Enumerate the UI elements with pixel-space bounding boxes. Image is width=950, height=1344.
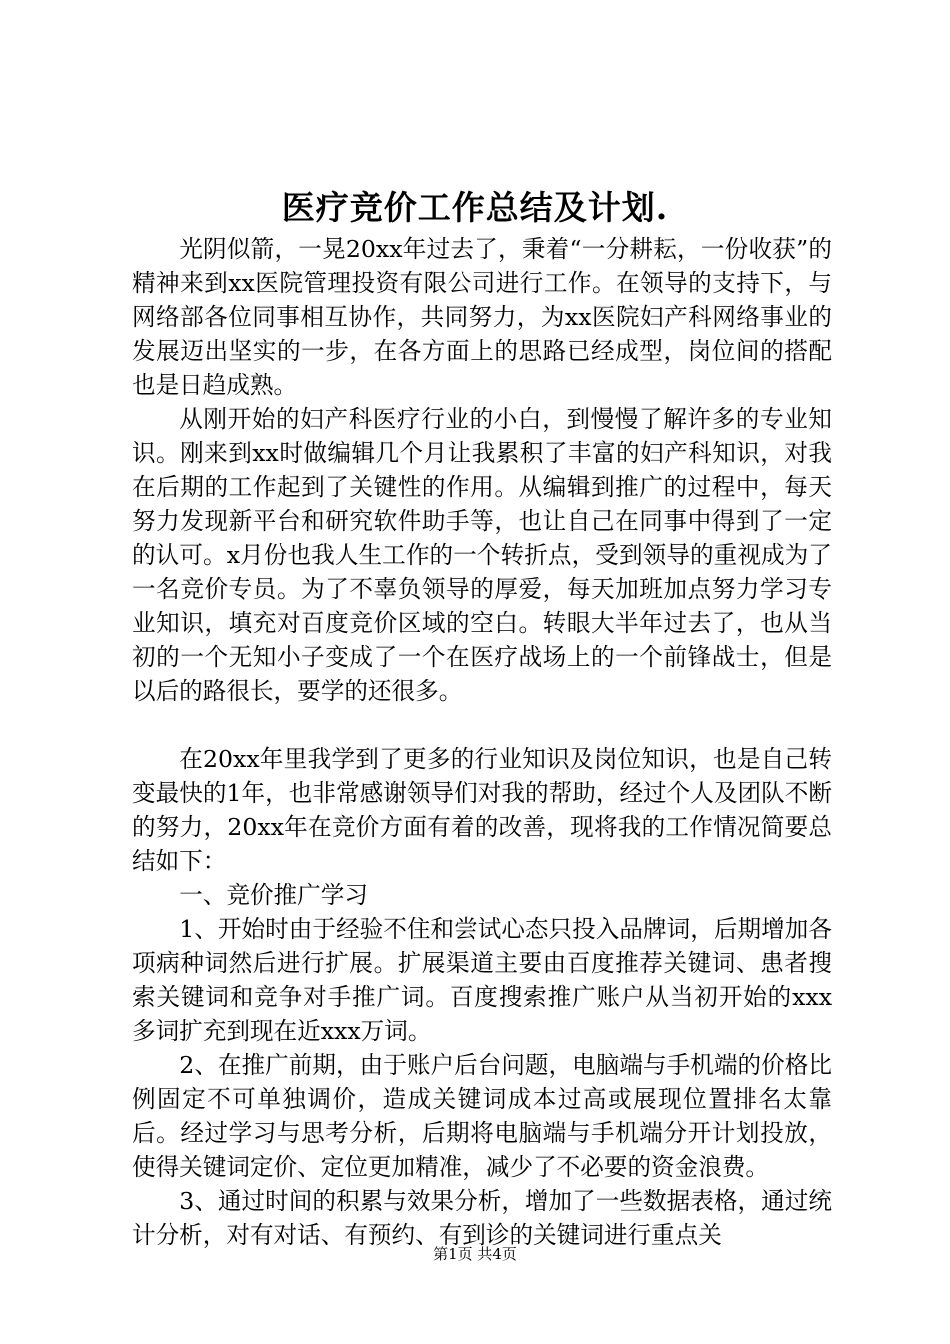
paragraph-experience: 从刚开始的妇产科医疗行业的小白，到慢慢了解许多的专业知识。刚来到xx时做编辑几个月让我累积了丰富的妇产科知识，对我在后期的工作起到了关键性的作用。从编辑到推广的过程中，每天努力发现新平台和研究软件助手等，也让自己在同事中得到了一定的认可。x月份也我人生工作的一个转折点，受到领导的重视成为了一名竞价专员。为了不辜负领导的厚爱，每天加班加点努力学习专业知识，填充对百度竞价区域的空白。转眼大半年过去了，也从当初的一个无知小子变成了一个在医疗战场上的一个前锋战士，但是以后的路很长，要学的还很多。 [132,405,832,705]
document-title: 医疗竞价工作总结及计划. [281,188,669,227]
blank-line [132,708,832,742]
section-heading: 一、竞价推广学习 [179,881,368,909]
paragraph-summary-intro: 在20xx年里我学到了更多的行业知识及岗位知识，也是自己转变最快的1年，也非常感谢领导们对我的帮助，经过个人及团队不断的努力，20xx年在竞价方面有着的改善，现将我的工作情况简要总结如下： [132,745,832,875]
page-footer: 第1页 共4页 [433,1245,517,1263]
paragraph-intro: 光阴似箭，一晃20xx年过去了，秉着“一分耕耘，一份收获”的精神来到xx医院管理投资有限公司进行工作。在领导的支持下，与网络部各位同事相互协作，共同努力，为xx医院妇产科网络事业的发展迈出坚实的一步，在各方面上的思路已经成型，岗位间的搭配也是日趋成熟。 [132,235,832,399]
paragraph-item-2: 2、在推广前期，由于账户后台问题，电脑端与手机端的价格比例固定不可单独调价，造成关键词成本过高或展现位置排名太靠后。经过学习与思考分析，后期将电脑端与手机端分开计划投放，使得关键词定价、定位更加精准，减少了不必要的资金浪费。 [132,1051,832,1181]
document-body [132,232,832,1252]
paragraph-item-3: 3、通过时间的积累与效果分析，增加了一些数据表格，通过统计分析，对有对话、有预约、有到诊的关键词进行重点关 [132,1187,832,1249]
paragraph-item-1: 1、开始时由于经验不住和尝试心态只投入品牌词，后期增加各项病种词然后进行扩展。扩展渠道主要由百度推荐关键词、患者搜索关键词和竞争对手推广词。百度搜索推广账户从当初开始的xxx多词扩充到现在近xxx万词。 [132,915,832,1045]
